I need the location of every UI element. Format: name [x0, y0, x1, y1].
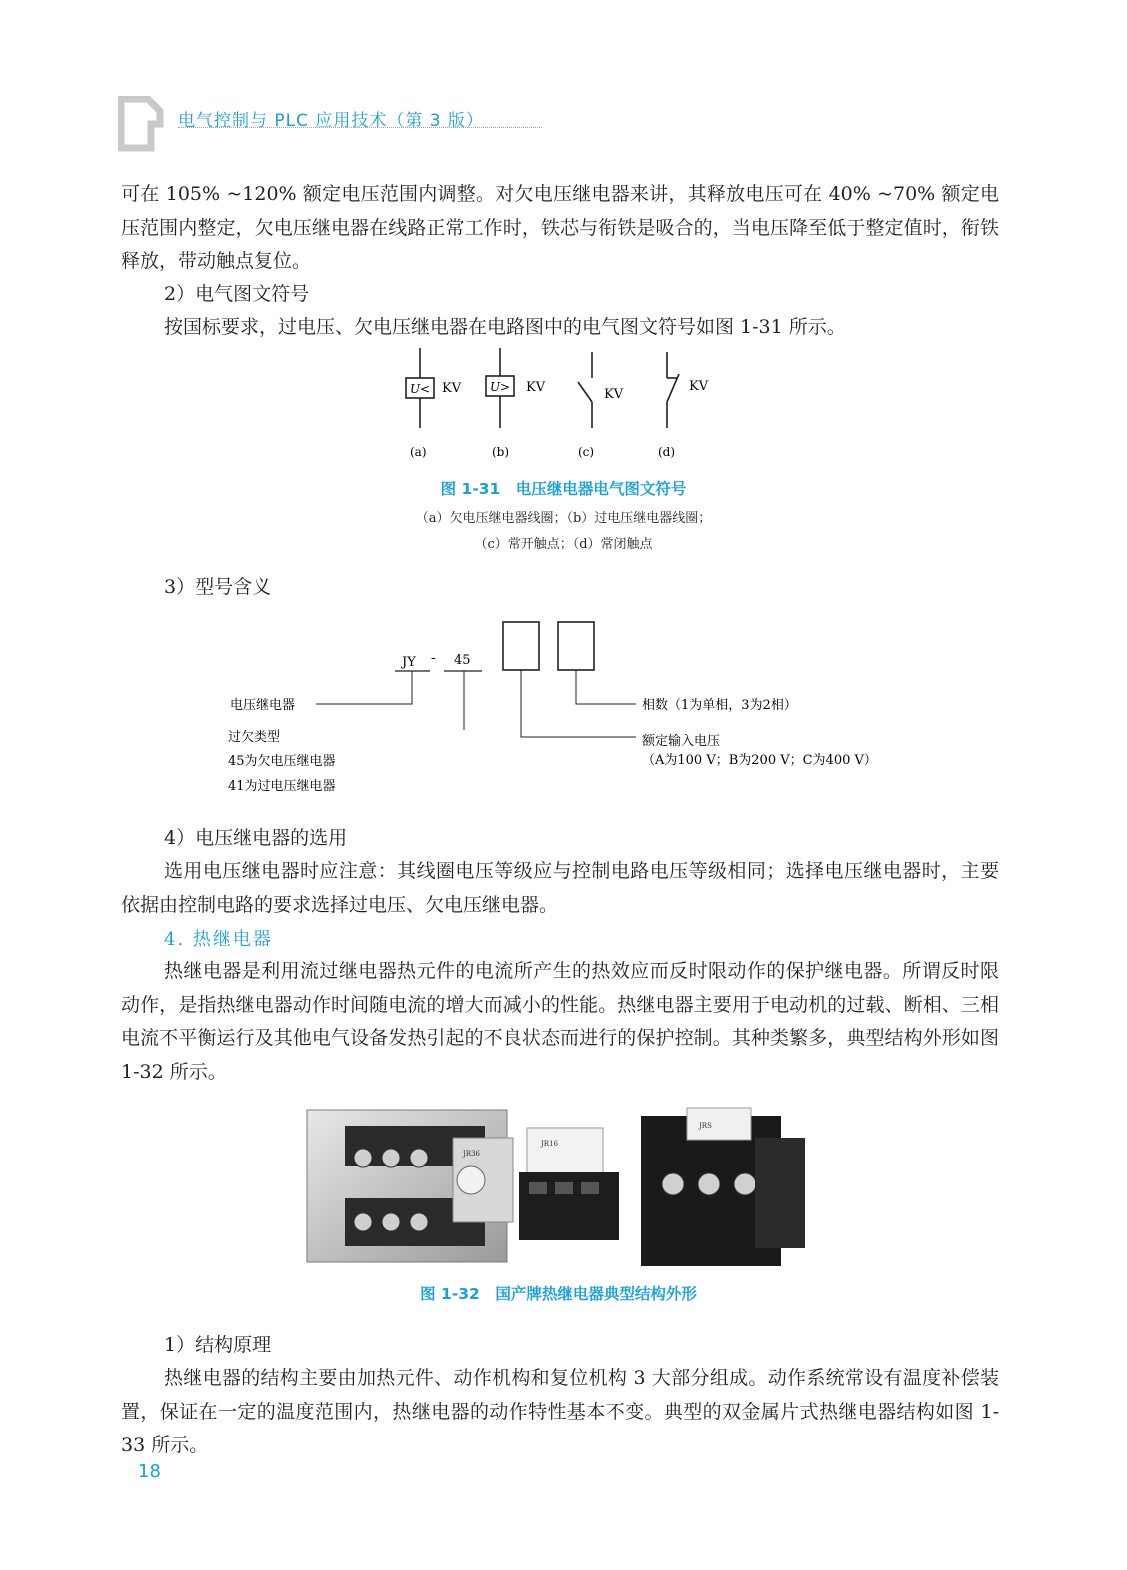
- paragraph-thermal-relay: 热继电器是利用流过继电器热元件的电流所产生的热效应而反时限动作的保护继电器。所谓反时限动作，是指热继电器动作时间随电流的增大而减小的性能。热继电器主要用于电动机的过载、断相、三相电流不平衡运行及其他电气设备发热引起的不良状态而进行的保护控制。其种类繁多，典型结构外形如图 1-32 所示。: [121, 960, 999, 1083]
- thermal-relay-photo-1: [307, 1110, 513, 1262]
- coil-u-text-b: U: [490, 380, 501, 394]
- kv-label-b: KV: [526, 380, 546, 395]
- heading-structure-principle: 1）结构原理: [164, 1334, 272, 1356]
- photo-label-2: JR16: [541, 1140, 558, 1148]
- symbol-normally-closed-contact: [658, 352, 709, 459]
- figure-1-32-title: 图 1-32 国产牌热继电器典型结构外形: [420, 1285, 697, 1303]
- caption-a: (a): [410, 445, 427, 459]
- figure-1-31-note-line2: （c）常开触点；（d）常闭触点: [474, 537, 653, 552]
- thermal-relay-photo-3: [641, 1108, 805, 1266]
- coil-u-text-a: U: [410, 382, 421, 396]
- photo-label-1: JR36: [463, 1150, 480, 1158]
- model-code-number: 45: [454, 653, 471, 668]
- page-number: 18: [138, 1461, 161, 1482]
- symbol-overvoltage-coil: [486, 348, 546, 459]
- label-voltage-relay: 电压继电器: [230, 698, 296, 713]
- figure-1-32-photos: [305, 1098, 815, 1270]
- header-rule: [178, 127, 542, 128]
- kv-label-c: KV: [604, 387, 624, 402]
- caption-b: (b): [492, 445, 510, 459]
- label-rated-voltage: 额定输入电压: [642, 734, 721, 749]
- model-box-voltage: [503, 622, 539, 670]
- paragraph-structure-principle: 热继电器的结构主要由加热元件、动作机构和复位机构 3 大部分组成。动作系统常设有温度补偿装置，保证在一定的温度范围内，热继电器的动作特性基本不变。典型的双金属片式热继电器结构如图 1-33 所示。: [121, 1367, 999, 1456]
- figure-1-31-symbols: [380, 344, 740, 464]
- symbol-undervoltage-coil: [406, 348, 462, 459]
- model-code-dash: -: [431, 650, 436, 666]
- label-rated-voltage-values: （A为100 V；B为200 V；C为400 V）: [642, 753, 877, 768]
- model-code-diagram: [220, 610, 920, 800]
- kv-label-a: KV: [442, 381, 462, 396]
- coil-op-text-b: >: [500, 380, 511, 394]
- label-type-41: 41为过电压继电器: [228, 779, 336, 794]
- thermal-relay-photo-2: [519, 1128, 619, 1240]
- header-corner-mark: [118, 96, 164, 152]
- figure-1-31-note-line1: （a）欠电压继电器线圈；（b）过电压继电器线圈；: [415, 511, 712, 526]
- kv-label-d: KV: [689, 379, 709, 394]
- label-type: 过欠类型: [228, 730, 281, 745]
- paragraph-selection: 选用电压继电器时应注意：其线圈电压等级应与控制电路电压等级相同；选择电压继电器时，主要依据由控制电路的要求选择过电压、欠电压继电器。: [121, 860, 999, 916]
- coil-op-text-a: <: [420, 382, 431, 396]
- paragraph-symbol-intro: 按国标要求，过电压、欠电压继电器在电路图中的电气图文符号如图 1-31 所示。: [164, 316, 846, 338]
- model-code-prefix: JY: [402, 655, 416, 670]
- figure-1-31-title: 图 1-31 电压继电器电气图文符号: [440, 480, 687, 498]
- heading-model-meaning: 3）型号含义: [164, 576, 272, 598]
- paragraph-undervoltage-release: 可在 105% ~120% 额定电压范围内调整。对欠电压继电器来讲，其释放电压可在 40% ~70% 额定电压范围内整定，欠电压继电器在线路正常工作时，铁芯与衔铁是吸合的，当电压降至低于整定值时，衔铁释放，带动触点复位。: [121, 183, 999, 272]
- photo-label-3: JRS: [699, 1122, 712, 1130]
- section-thermal-relay: 4. 热继电器: [164, 929, 273, 950]
- caption-c: (c): [578, 445, 595, 459]
- label-type-45: 45为欠电压继电器: [228, 754, 336, 769]
- label-phase: 相数（1为单相，3为2相）: [642, 698, 797, 713]
- caption-d: (d): [658, 445, 676, 459]
- heading-selection: 4）电压继电器的选用: [164, 827, 348, 849]
- book-title: 电气控制与 PLC 应用技术（第 3 版）: [178, 111, 485, 131]
- heading-symbol: 2）电气图文符号: [164, 283, 310, 305]
- model-box-phase: [558, 622, 594, 670]
- symbol-normally-open-contact: [578, 352, 624, 459]
